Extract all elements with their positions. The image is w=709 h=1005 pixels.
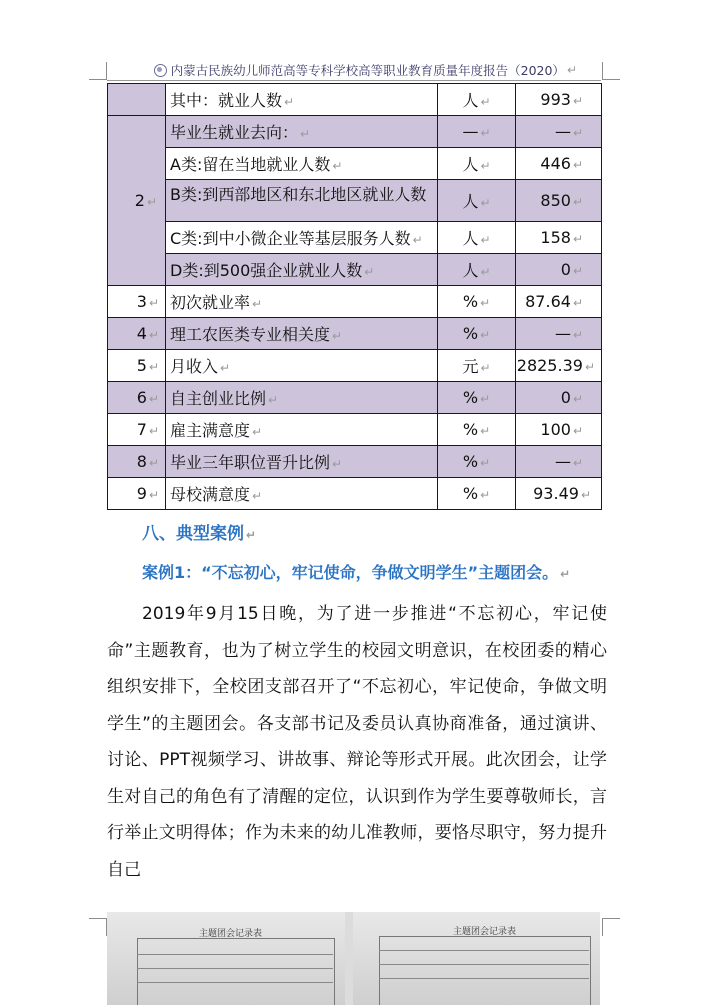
table-row bbox=[108, 478, 602, 510]
crop-mark-top-left bbox=[89, 62, 107, 80]
row-value: 446 ↵ bbox=[516, 148, 602, 180]
row-unit: % ↵ bbox=[438, 382, 516, 414]
return-mark-icon: ↵ bbox=[148, 360, 159, 374]
photo-strip bbox=[107, 912, 600, 1005]
return-mark-icon: ↵ bbox=[572, 126, 583, 140]
return-mark-icon: ↵ bbox=[566, 63, 577, 77]
return-mark-icon: ↵ bbox=[572, 456, 583, 470]
return-mark-icon: ↵ bbox=[268, 393, 279, 407]
row-item: 其中：就业人数 ↵ bbox=[166, 84, 438, 116]
row-unit: 元 ↵ bbox=[438, 350, 516, 382]
return-mark-icon: ↵ bbox=[572, 264, 583, 278]
row-unit: 人 ↵ bbox=[438, 222, 516, 254]
form-line bbox=[379, 978, 589, 979]
return-mark-icon: ↵ bbox=[332, 329, 343, 343]
row-value: 100 ↵ bbox=[516, 414, 602, 446]
return-mark-icon: ↵ bbox=[480, 488, 491, 502]
row-value: — ↵ bbox=[516, 318, 602, 350]
return-mark-icon: ↵ bbox=[148, 424, 159, 438]
return-mark-icon: ↵ bbox=[584, 360, 595, 374]
photo-right-title: 主题团会记录表 bbox=[453, 927, 517, 937]
employment-table bbox=[107, 83, 602, 510]
row-value: 2825.39 ↵ bbox=[516, 350, 602, 382]
return-mark-icon: ↵ bbox=[580, 488, 591, 502]
record-form-image bbox=[379, 936, 591, 1005]
return-mark-icon: ↵ bbox=[480, 265, 491, 279]
return-mark-icon: ↵ bbox=[480, 196, 491, 210]
return-mark-icon: ↵ bbox=[480, 126, 491, 140]
row-item: C类:到中小微企业等基层服务人数 ↵ bbox=[166, 222, 438, 254]
return-mark-icon: ↵ bbox=[480, 456, 491, 470]
row-value: 158 ↵ bbox=[516, 222, 602, 254]
row-index: 3 ↵ bbox=[108, 286, 166, 318]
row-value: 993 ↵ bbox=[516, 84, 602, 116]
row-value: 0 ↵ bbox=[516, 254, 602, 286]
return-mark-icon: ↵ bbox=[364, 265, 375, 279]
return-mark-icon: ↵ bbox=[480, 392, 491, 406]
row-item: 初次就业率 ↵ bbox=[166, 286, 438, 318]
return-mark-icon: ↵ bbox=[480, 296, 491, 310]
row-unit: % ↵ bbox=[438, 318, 516, 350]
return-mark-icon: ↵ bbox=[252, 297, 263, 311]
case-heading: 案例1：“不忘初心，牢记使命，争做文明学生”主题团会。 ↵ bbox=[142, 563, 571, 582]
return-mark-icon: ↵ bbox=[148, 456, 159, 470]
photo-right bbox=[353, 912, 600, 1005]
table-row bbox=[108, 414, 602, 446]
row-item: 月收入 ↵ bbox=[166, 350, 438, 382]
return-mark-icon: ↵ bbox=[572, 94, 583, 108]
form-line bbox=[379, 964, 589, 965]
return-mark-icon: ↵ bbox=[572, 296, 583, 310]
return-mark-icon: ↵ bbox=[480, 233, 491, 247]
row-unit: 人 ↵ bbox=[438, 148, 516, 180]
return-mark-icon: ↵ bbox=[252, 489, 263, 503]
table-row bbox=[108, 180, 602, 222]
case-paragraph: 2019年9月15日晚，为了进一步推进“不忘初心，牢记使命”主题教育，也为了树立学生的校园文明意识，在校团委的精心组织安排下，全校团支部召开了“不忘初心，牢记使命，争做文明学生”的主题团会。各支部书记及委员认真协商准备，通过演讲、讨论、PPT视频学习、讲故事、辩论等形式开展。此次团会，让学生对自己的角色有了清醒的定位，认识到作为学生要尊敬师长，言行举止文明得体；作为未来的幼儿准教师，要恪尽职守，努力提升自己 bbox=[107, 604, 607, 880]
page-header bbox=[107, 58, 601, 81]
return-mark-icon: ↵ bbox=[480, 328, 491, 342]
row-unit: 人 ↵ bbox=[438, 180, 516, 222]
row-item: A类:留在当地就业人数 ↵ bbox=[166, 148, 438, 180]
return-mark-icon: ↵ bbox=[148, 392, 159, 406]
row-index: 6 ↵ bbox=[108, 382, 166, 414]
table-row bbox=[108, 350, 602, 382]
return-mark-icon: ↵ bbox=[332, 159, 343, 173]
return-mark-icon: ↵ bbox=[572, 232, 583, 246]
school-logo-icon bbox=[154, 64, 167, 77]
row-item: 理工农医类专业相关度 ↵ bbox=[166, 318, 438, 350]
row-item: B类:到西部地区和东北地区就业人数 bbox=[166, 180, 438, 222]
row-value: — ↵ bbox=[516, 116, 602, 148]
return-mark-icon: ↵ bbox=[332, 457, 343, 471]
section-heading: 八、典型案例 ↵ bbox=[142, 524, 257, 544]
return-mark-icon: ↵ bbox=[572, 328, 583, 342]
return-mark-icon: ↵ bbox=[220, 361, 231, 375]
return-mark-icon: ↵ bbox=[572, 424, 583, 438]
header-title: 内蒙古民族幼儿师范高等专科学校高等职业教育质量年度报告（2020） bbox=[170, 63, 565, 78]
table-row bbox=[108, 84, 602, 116]
row-index bbox=[108, 84, 166, 116]
crop-mark-top-right bbox=[602, 62, 620, 80]
table-row bbox=[108, 254, 602, 286]
row-index: 7 ↵ bbox=[108, 414, 166, 446]
return-mark-icon: ↵ bbox=[412, 233, 423, 247]
return-mark-icon: ↵ bbox=[300, 127, 311, 141]
return-mark-icon: ↵ bbox=[246, 528, 257, 542]
table-row bbox=[108, 148, 602, 180]
crop-mark-bottom-right bbox=[602, 918, 620, 936]
return-mark-icon: ↵ bbox=[480, 159, 491, 173]
return-mark-icon: ↵ bbox=[252, 425, 263, 439]
row-item: 自主创业比例 ↵ bbox=[166, 382, 438, 414]
form-line bbox=[137, 954, 333, 955]
return-mark-icon: ↵ bbox=[480, 361, 491, 375]
form-line bbox=[379, 950, 589, 951]
return-mark-icon: ↵ bbox=[480, 424, 491, 438]
table-row bbox=[108, 222, 602, 254]
row-item: 毕业三年职位晋升比例 ↵ bbox=[166, 446, 438, 478]
return-mark-icon: ↵ bbox=[480, 95, 491, 109]
row-unit: % ↵ bbox=[438, 286, 516, 318]
row-value: 87.64 ↵ bbox=[516, 286, 602, 318]
return-mark-icon: ↵ bbox=[572, 195, 583, 209]
table-row bbox=[108, 318, 602, 350]
form-line bbox=[137, 968, 333, 969]
crop-mark-bottom-left bbox=[89, 918, 107, 936]
row-unit: % ↵ bbox=[438, 414, 516, 446]
return-mark-icon: ↵ bbox=[148, 488, 159, 502]
row-unit: 人 ↵ bbox=[438, 254, 516, 286]
row-unit: % ↵ bbox=[438, 446, 516, 478]
row-item: D类:到500强企业就业人数 ↵ bbox=[166, 254, 438, 286]
table-row bbox=[108, 116, 602, 148]
row-value: 0 ↵ bbox=[516, 382, 602, 414]
table-row bbox=[108, 382, 602, 414]
return-mark-icon: ↵ bbox=[572, 158, 583, 172]
row-item: 雇主满意度 ↵ bbox=[166, 414, 438, 446]
return-mark-icon: ↵ bbox=[148, 328, 159, 342]
row-item: 毕业生就业去向： ↵ bbox=[166, 116, 438, 148]
row-index: 5 ↵ bbox=[108, 350, 166, 382]
return-mark-icon: ↵ bbox=[146, 195, 157, 209]
row-unit: 人 ↵ bbox=[438, 84, 516, 116]
return-mark-icon: ↵ bbox=[284, 95, 295, 109]
row-unit: % ↵ bbox=[438, 478, 516, 510]
row-index: 9 ↵ bbox=[108, 478, 166, 510]
row-value: 93.49 ↵ bbox=[516, 478, 602, 510]
photo-left bbox=[107, 912, 345, 1005]
table-row bbox=[108, 446, 602, 478]
row-index: 8 ↵ bbox=[108, 446, 166, 478]
photo-left-title: 主题团会记录表 bbox=[199, 929, 263, 939]
return-mark-icon: ↵ bbox=[560, 567, 571, 581]
table-row bbox=[108, 286, 602, 318]
row-item: 母校满意度 ↵ bbox=[166, 478, 438, 510]
row-index: 2 ↵ bbox=[108, 116, 166, 286]
row-index: 4 ↵ bbox=[108, 318, 166, 350]
return-mark-icon: ↵ bbox=[572, 392, 583, 406]
row-value: — ↵ bbox=[516, 446, 602, 478]
row-value: 850 ↵ bbox=[516, 180, 602, 222]
row-unit: — ↵ bbox=[438, 116, 516, 148]
record-form-image bbox=[137, 938, 335, 1005]
form-line bbox=[137, 982, 333, 983]
return-mark-icon: ↵ bbox=[148, 296, 159, 310]
